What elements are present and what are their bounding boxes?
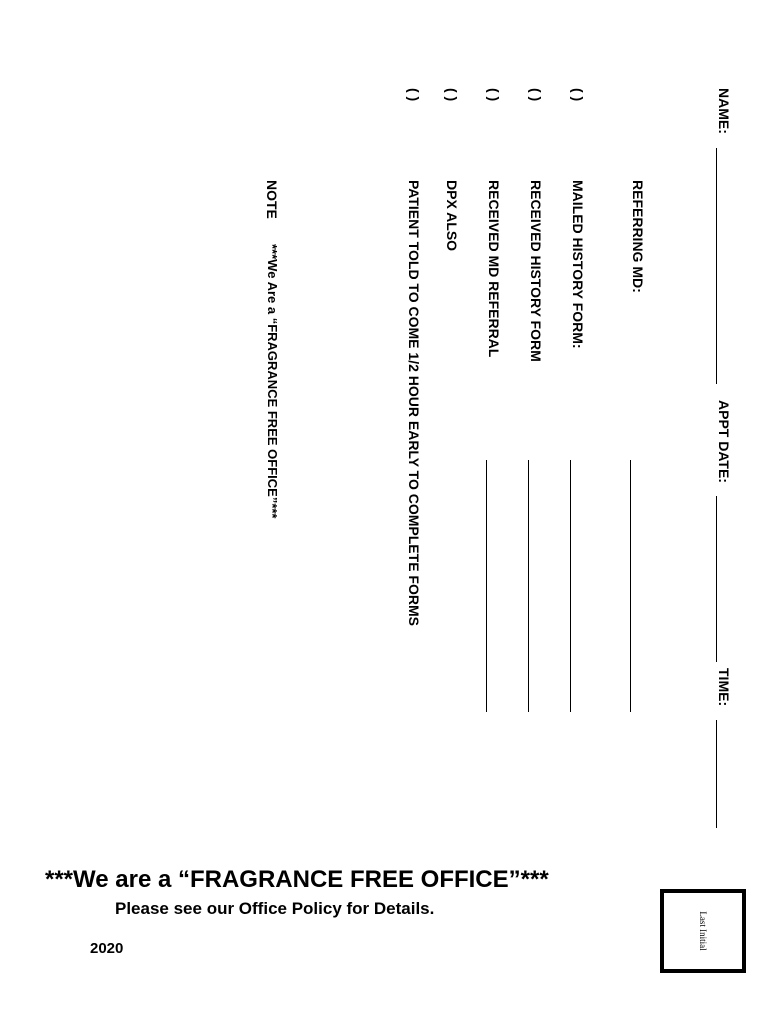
appt-date-field[interactable] <box>716 496 717 662</box>
checkbox-received-md-referral[interactable]: ( ) <box>486 88 502 102</box>
checkbox-come-early[interactable]: ( ) <box>406 88 422 102</box>
dpx-also-label: DPX ALSO <box>444 180 460 252</box>
received-md-referral-label: RECEIVED MD REFERRAL <box>486 180 502 358</box>
name-label: NAME: <box>716 88 732 134</box>
checkbox-received-history[interactable]: ( ) <box>528 88 544 102</box>
last-initial-label: Last Initial <box>698 911 708 951</box>
note-label: NOTE <box>264 180 280 219</box>
referring-md-field[interactable] <box>630 460 631 712</box>
received-history-label: RECEIVED HISTORY FORM <box>528 180 544 362</box>
come-early-label: PATIENT TOLD TO COME 1/2 HOUR EARLY TO COMPLETE FORMS <box>406 180 422 626</box>
received-md-referral-field[interactable] <box>486 460 487 712</box>
mailed-history-field[interactable] <box>570 460 571 712</box>
checkbox-mailed-history[interactable]: ( ) <box>570 88 586 102</box>
received-history-field[interactable] <box>528 460 529 712</box>
last-initial-box[interactable] <box>660 889 746 973</box>
fragrance-free-title: ***We are a “FRAGRANCE FREE OFFICE”*** <box>45 866 549 893</box>
mailed-history-label: MAILED HISTORY FORM: <box>570 180 586 349</box>
office-policy-subtitle: Please see our Office Policy for Details. <box>115 899 435 918</box>
note-text: ***We Are a “FRAGRANCE FREE OFFICE”*** <box>265 244 280 519</box>
time-label: TIME: <box>716 668 732 707</box>
referring-md-label: REFERRING MD: <box>630 180 646 293</box>
time-field[interactable] <box>716 720 717 828</box>
name-field[interactable] <box>716 148 717 384</box>
appt-date-label: APPT DATE: <box>716 400 732 483</box>
year-label: 2020 <box>90 940 124 957</box>
checkbox-dpx-also[interactable]: ( ) <box>444 88 460 102</box>
rotated-form <box>0 88 742 848</box>
